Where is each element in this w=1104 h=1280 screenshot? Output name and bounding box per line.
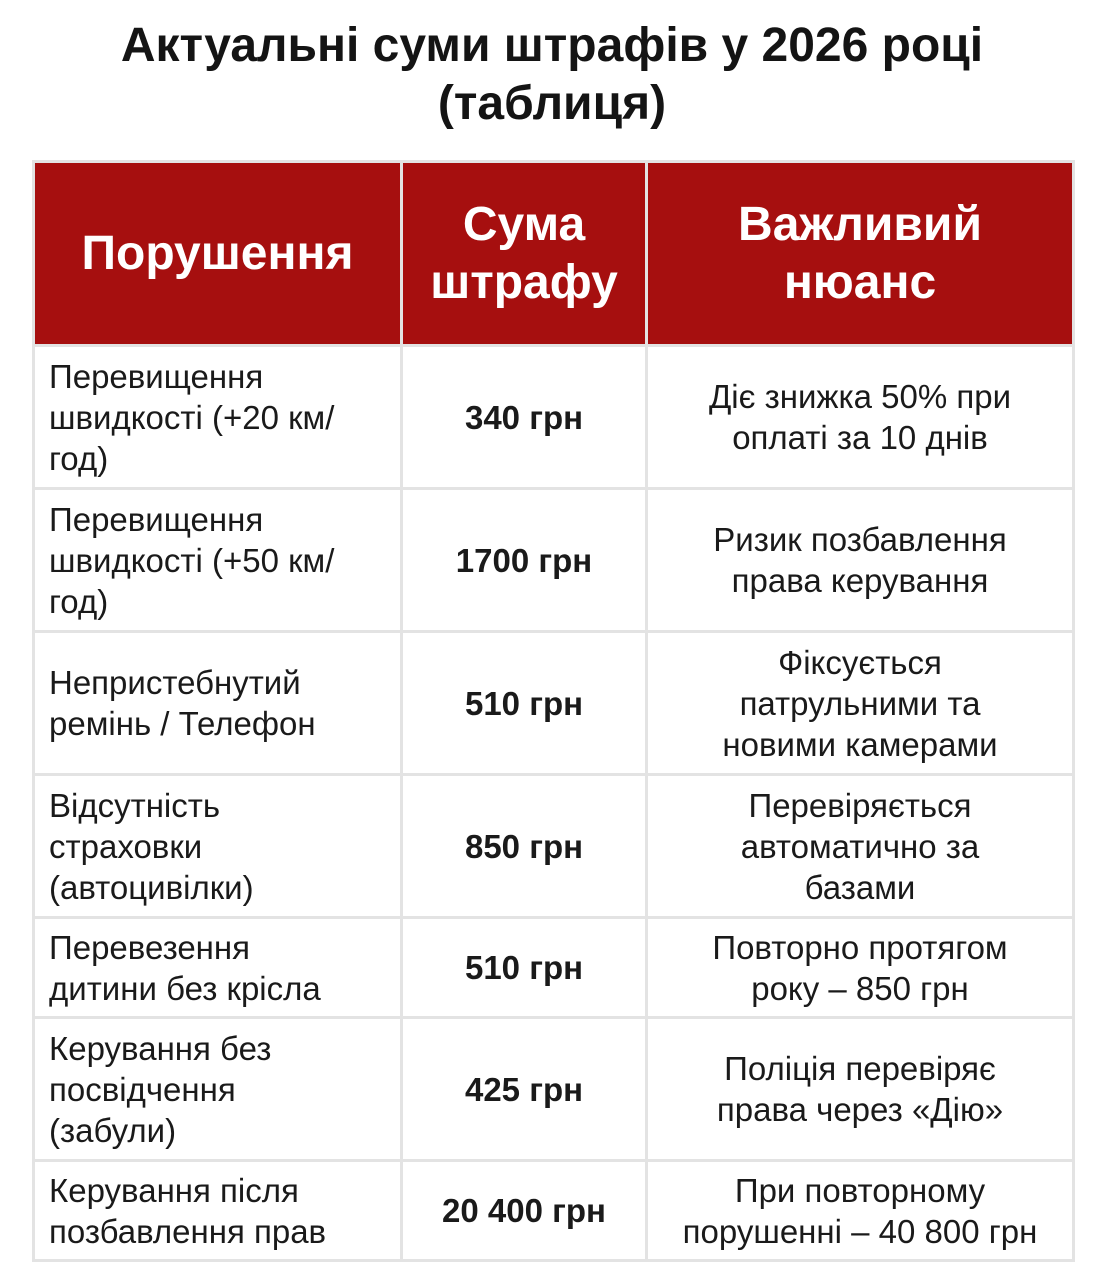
fines-table [32,160,1075,1262]
amount-cell: 510 грн [402,632,647,775]
note-cell: Поліція перевіряє права через «Дію» [647,1018,1074,1161]
violation-cell: Перевищення швидкості (+50 км/ год) [34,489,402,632]
table-row [34,632,1074,775]
violation-cell: Перевезення дитини без крісла [34,918,402,1018]
violation-cell: Керування після позбавлення прав [34,1161,402,1261]
column-header-amount: Сума штрафу [402,162,647,346]
violation-cell: Керування без посвідчення (забули) [34,1018,402,1161]
note-cell: Перевіряється автоматично за базами [647,775,1074,918]
note-cell: Повторно протягом року – 850 грн [647,918,1074,1018]
amount-cell: 510 грн [402,918,647,1018]
violation-cell: Непристебнутий ремінь / Телефон [34,632,402,775]
column-header-note: Важливий нюанс [647,162,1074,346]
amount-cell: 340 грн [402,346,647,489]
table-row [34,918,1074,1018]
violation-cell: Відсутність страховки (автоцивілки) [34,775,402,918]
column-header-violation: Порушення [34,162,402,346]
table-row [34,489,1074,632]
note-cell: Діє знижка 50% при оплаті за 10 днів [647,346,1074,489]
note-cell: Ризик позбавлення права керування [647,489,1074,632]
table-row [34,346,1074,489]
amount-cell: 1700 грн [402,489,647,632]
violation-cell: Перевищення швидкості (+20 км/ год) [34,346,402,489]
amount-cell: 20 400 грн [402,1161,647,1261]
table-row [34,775,1074,918]
note-cell: При повторному порушенні – 40 800 грн [647,1161,1074,1261]
page-title: Актуальні суми штрафів у 2026 році (таблиця) [120,19,984,130]
table-row [34,1018,1074,1161]
note-cell: Фіксується патрульними та новими камерами [647,632,1074,775]
amount-cell: 850 грн [402,775,647,918]
table-row [34,1161,1074,1261]
table-header-row [34,162,1074,346]
amount-cell: 425 грн [402,1018,647,1161]
